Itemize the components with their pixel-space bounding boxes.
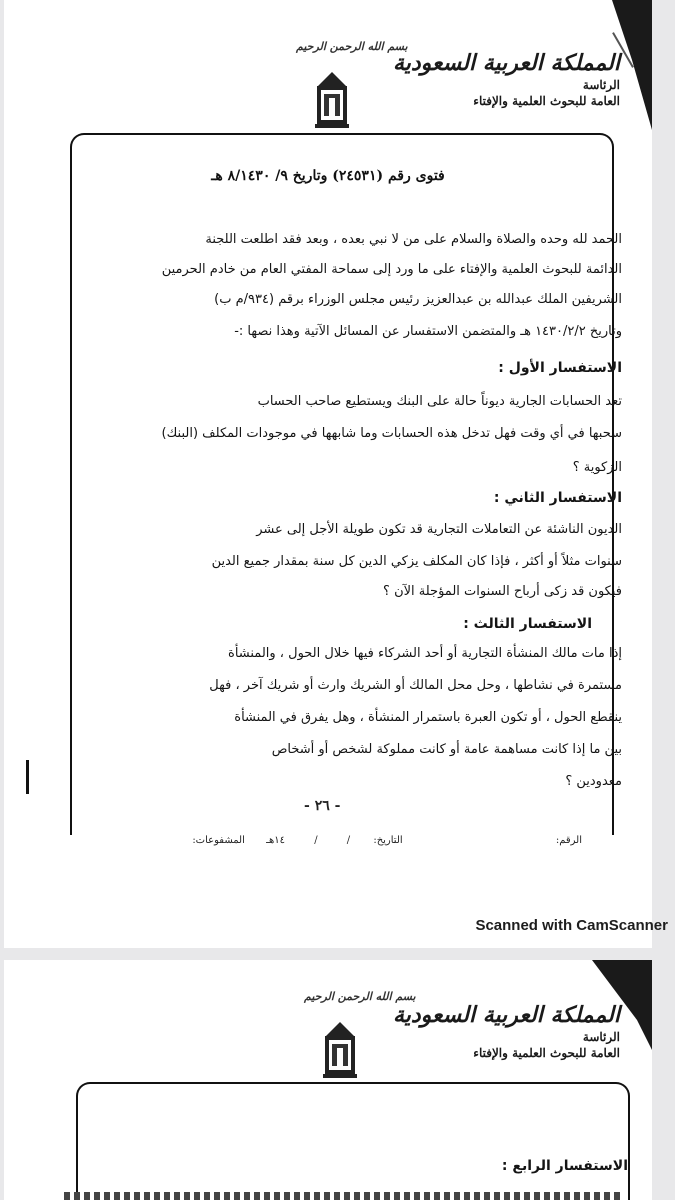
body-line: الشريفين الملك عبدالله بن عبدالعزيز رئيس مجلس الوزراء برقم (٩٣٤/م ب) [214,292,622,307]
footer-year-suffix: ١٤هـ [266,835,286,846]
fatwa-title: فتوى رقم (٢٤٥٣١) وتاريخ ٩/ ٨/١٤٣٠ هـ [211,168,445,184]
cropped-text-line [64,1192,624,1200]
document-page-2 [4,960,652,1200]
body-line: ينقطع الحول ، أو تكون العبرة باستمرار المنشأة ، وهل يفرق في المنشأة [234,710,622,725]
question-2-heading: الاستفسار الثاني : [493,490,622,506]
footer-date-separator: / [346,835,351,846]
letterhead [393,1002,620,1060]
letterhead-presidency: الرئاسة [582,1030,620,1044]
body-line: وتاريخ ١٤٣٠/٢/٢ هـ والمتضمن الاستفسار عن المسائل الآتية وهذا نصها :- [234,324,622,339]
document-frame [76,1082,630,1200]
body-line: فيكون قد زكى أرباح السنوات المؤجلة الآن ؟ [383,584,622,599]
emblem-icon [320,1018,360,1080]
scan-artifact [26,760,29,794]
body-line: الحمد لله وحده والصلاة والسلام على من لا نبي بعده ، وبعد فقد اطلعت اللجنة [205,232,622,247]
camscanner-watermark: Scanned with CamScanner [475,917,668,934]
body-line: الزكوية ؟ [572,460,622,475]
basmala: بسم الله الرحمن الرحيم [296,40,408,53]
basmala: بسم الله الرحمن الرحيم [304,990,416,1003]
footer-date-label: التاريخ: [373,835,403,846]
letter-footer [192,835,582,846]
letterhead-country: المملكة العربية السعودية [392,1002,620,1028]
body-line: إذا مات مالك المنشأة التجارية أو أحد الشركاء فيها خلال الحول ، والمنشأة [228,646,622,661]
body-line: مستمرة في نشاطها ، وحل محل المالك أو الشريك وارث أو شريك آخر ، فهل [209,678,622,693]
footer-number-label: الرقم: [555,835,582,846]
letterhead-country: المملكة العربية السعودية [392,50,620,76]
question-1-heading: الاستفسار الأول : [498,360,622,376]
letterhead-presidency: الرئاسة [582,78,620,92]
body-line: الدائمة للبحوث العلمية والإفتاء على ما ورد إلى سماحة المفتي العام من خادم الحرمين [161,262,622,277]
question-3-heading: الاستفسار الثالث : [463,616,592,632]
document-page-1 [4,0,652,948]
body-line: تعد الحسابات الجارية ديوناً حالة على البنك ويستطيع صاحب الحساب [257,394,622,409]
footer-attachments-label: المشفوعات: [192,835,245,846]
question-4-heading: الاستفسار الرابع : [501,1158,628,1174]
body-line: سنوات مثلاً أو أكثر ، فإذا كان المكلف يزكي الدين كل سنة بمقدار جميع الدين [211,554,622,569]
emblem-icon [312,68,352,130]
letterhead-department: العامة للبحوث العلمية والإفتاء [473,1046,620,1060]
footer-date-separator: / [314,835,318,846]
body-line: الديون الناشئة عن التعاملات التجارية قد تكون طويلة الأجل إلى عشر [256,522,622,537]
body-line: معدودين ؟ [565,774,622,789]
letterhead [393,50,620,108]
fatwa-body [62,232,622,792]
body-line: سحبها في أي وقت فهل تدخل هذه الحسابات وما شابهها في موجودات المكلف (البنك) [161,426,622,441]
page-number: - ٢٦ - [304,798,341,814]
body-line: بين ما إذا كانت مساهمة عامة أو كانت مملوكة لشخص أو أشخاص [271,742,622,757]
letterhead-department: العامة للبحوث العلمية والإفتاء [473,94,620,108]
